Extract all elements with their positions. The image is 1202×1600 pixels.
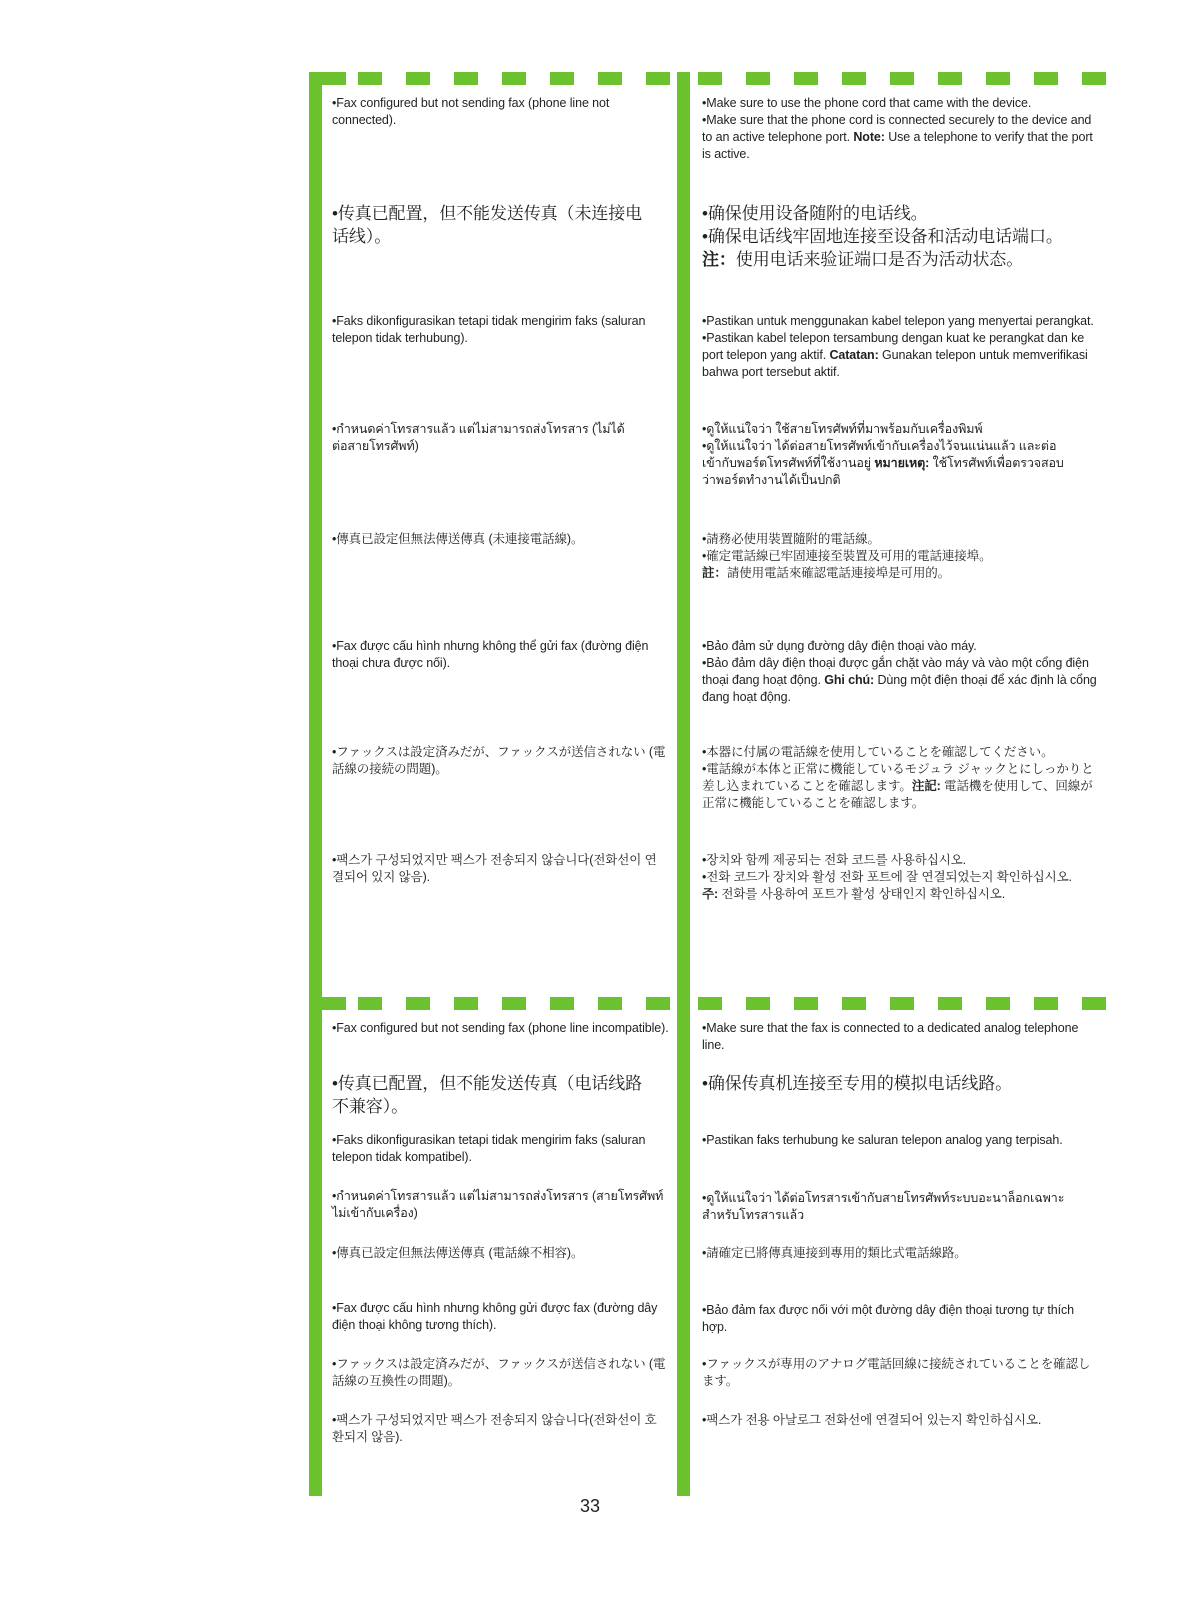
- note-label: 注：: [702, 250, 736, 269]
- section2-dashed-divider: [322, 997, 1108, 1010]
- problem-cell: [332, 1245, 662, 1262]
- problem-cell: [332, 313, 662, 347]
- solution-line: •Bảo đảm dây điện thoại được gắn chặt vào máy và vào một cổng điện thoại đang hoạt động. Ghi chú: Dùng một điện thoại để xác định là cổng đang hoạt động.: [702, 656, 1097, 704]
- solution-cell: [702, 1356, 1092, 1390]
- solution-line: •Pastikan kabel telepon tersambung dengan kuat ke perangkat dan ke port telepon yang aktif. Catatan: Gunakan telepon untuk memverifikasi bahwa port tersebut aktif.: [702, 331, 1088, 379]
- problem-cell: [332, 1412, 667, 1446]
- problem-cell: [332, 1356, 672, 1390]
- solution-line: •Pastikan faks terhubung ke saluran telepon analog yang terpisah.: [702, 1133, 1063, 1147]
- problem-cell: [332, 638, 662, 672]
- solution-line: •電話線が本体と正常に機能しているモジュラ ジャックとにしっかりと差し込まれていることを確認します。注記: 電話機を使用して、回線が正常に機能していることを確認します。: [702, 762, 1094, 810]
- solution-line: •팩스가 전용 아날로그 전화선에 연결되어 있는지 확인하십시오.: [702, 1413, 1042, 1427]
- problem-cell: [332, 1300, 672, 1334]
- problem-cell: [332, 1020, 677, 1037]
- solution-cell: [702, 1412, 1098, 1429]
- problem-cell: [332, 421, 632, 455]
- problem-text: •Fax configured but not sending fax (phone line not connected).: [332, 96, 610, 127]
- solution-line: •ดูให้แน่ใจว่า ใช้สายโทรศัพท์ที่มาพร้อมกับเครื่องพิมพ์: [702, 422, 983, 436]
- problem-cell: [332, 744, 672, 778]
- note-label: หมายเหตุ:: [874, 456, 930, 470]
- solution-cell: [702, 531, 1098, 582]
- problem-text: •Fax được cấu hình nhưng không thể gửi fax (đường điện thoại chưa được nối).: [332, 639, 649, 670]
- problem-text: •Faks dikonfigurasikan tetapi tidak mengirim faks (saluran telepon tidak terhubung).: [332, 314, 646, 345]
- problem-text: •传真已配置，但不能发送传真（未连接电话线）。: [332, 204, 643, 246]
- center-border-bar: [677, 72, 690, 1496]
- problem-text: •Fax configured but not sending fax (phone line incompatible).: [332, 1021, 669, 1035]
- solution-line: •전화 코드가 장치와 활성 전화 포트에 잘 연결되었는지 확인하십시오.: [702, 870, 1072, 884]
- left-border-bar: [309, 72, 322, 1496]
- solution-cell: [702, 1020, 1087, 1054]
- solution-line: •确保使用设备随附的电话线。: [702, 204, 928, 223]
- solution-cell: [702, 421, 1072, 489]
- problem-cell: [332, 202, 657, 248]
- solution-cell: [702, 1072, 1098, 1095]
- problem-text: •Faks dikonfigurasikan tetapi tidak mengirim faks (saluran telepon tidak kompatibel).: [332, 1133, 646, 1164]
- note-label: 주:: [702, 887, 719, 901]
- solution-line: 주: 전화를 사용하여 포트가 활성 상태인지 확인하십시오.: [702, 887, 1006, 901]
- solution-line: 註：請使用電話來確認電話連接埠是可用的。: [702, 566, 951, 580]
- problem-text: •ファックスは設定済みだが、ファックスが送信されない (電話線の接続の問題)。: [332, 745, 666, 776]
- solution-cell: [702, 744, 1098, 812]
- solution-line: •장치와 함께 제공되는 전화 코드를 사용하십시오.: [702, 853, 967, 867]
- solution-line: •Bảo đảm sử dụng đường dây điện thoại vào máy.: [702, 639, 977, 653]
- problem-text: •ファックスは設定済みだが、ファックスが送信されない (電話線の互換性の問題)。: [332, 1357, 666, 1388]
- solution-cell: [702, 1245, 1098, 1262]
- solution-line: •本器に付属の電話線を使用していることを確認してください。: [702, 745, 1054, 759]
- problem-cell: [332, 1132, 662, 1166]
- solution-line: •Pastikan untuk menggunakan kabel telepon yang menyertai perangkat.: [702, 314, 1094, 328]
- note-label: 注記:: [911, 779, 941, 793]
- solution-cell: [702, 1190, 1098, 1224]
- solution-cell: [702, 1302, 1092, 1336]
- problem-text: •傳真已設定但無法傳送傳真 (未連接電話線)。: [332, 532, 584, 546]
- problem-text: •กำหนดค่าโทรสารแล้ว แต่ไม่สามารถส่งโทรสาร (สายโทรศัพท์ไม่เข้ากับเครื่อง): [332, 1189, 664, 1220]
- solution-line: •請確定已將傳真連接到專用的類比式電話線路。: [702, 1246, 967, 1260]
- problem-text: •กำหนดค่าโทรสารแล้ว แต่ไม่สามารถส่งโทรสาร (ไม่ได้ต่อสายโทรศัพท์): [332, 422, 625, 453]
- solution-line: •Make sure that the fax is connected to a dedicated analog telephone line.: [702, 1021, 1079, 1052]
- problem-cell: [332, 1072, 657, 1118]
- problem-cell: [332, 95, 662, 129]
- problem-cell: [332, 1188, 677, 1222]
- solution-cell: [702, 95, 1098, 163]
- section1-dashed-divider: [322, 72, 1108, 85]
- solution-line: •Make sure that the phone cord is connected securely to the device and to an active telephone port. Note: Use a telephone to verify that the port is active.: [702, 113, 1093, 161]
- problem-text: •팩스가 구성되었지만 팩스가 전송되지 않습니다(전화선이 연결되어 있지 않음).: [332, 853, 657, 884]
- solution-line: •确保传真机连接至专用的模拟电话线路。: [702, 1074, 1013, 1093]
- problem-text: •Fax được cấu hình nhưng không gửi được fax (đường dây điện thoại không tương thích).: [332, 1301, 658, 1332]
- solution-line: •ดูให้แน่ใจว่า ได้ต่อสายโทรศัพท์เข้ากับเครื่องไว้จนแน่นแล้ว และต่อเข้ากับพอร์ตโทรศัพท์ที่ใช้งานอยู่ หมายเหตุ: ใช้โทรศัพท์เพื่อตรวจสอบว่าพอร์ตทำงานได้เป็นปกติ: [702, 439, 1064, 487]
- note-label: 註：: [702, 566, 727, 580]
- solution-line: •ดูให้แน่ใจว่า ได้ต่อโทรสารเข้ากับสายโทรศัพท์ระบบอะนาล็อกเฉพาะสำหรับโทรสารแล้ว: [702, 1191, 1065, 1222]
- solution-line: •确保电话线牢固地连接至设备和活动电话端口。: [702, 227, 1063, 246]
- problem-text: •팩스가 구성되었지만 팩스가 전송되지 않습니다(전화선이 호환되지 않음).: [332, 1413, 657, 1444]
- solution-line: •確定電話線已牢固連接至裝置及可用的電話連接埠。: [702, 549, 992, 563]
- problem-text: •傳真已設定但無法傳送傳真 (電話線不相容)。: [332, 1246, 584, 1260]
- solution-line: •請務必使用裝置隨附的電話線。: [702, 532, 880, 546]
- problem-cell: [332, 531, 662, 548]
- problem-text: •传真已配置，但不能发送传真（电话线路不兼容）。: [332, 1074, 643, 1116]
- solution-line: •Make sure to use the phone cord that came with the device.: [702, 96, 1032, 110]
- note-label: Note:: [853, 130, 885, 144]
- solution-line: •ファックスが専用のアナログ電話回線に接続されていることを確認します。: [702, 1357, 1091, 1388]
- solution-line: 注：使用电话来验证端口是否为活动状态。: [702, 250, 1024, 269]
- problem-cell: [332, 852, 667, 886]
- solution-cell: [702, 1132, 1098, 1149]
- solution-line: •Bảo đảm fax được nối với một đường dây điện thoại tương tự thích hợp.: [702, 1303, 1074, 1334]
- solution-cell: [702, 313, 1098, 381]
- solution-cell: [702, 852, 1102, 903]
- page-number: 33: [579, 1496, 601, 1516]
- solution-cell: [702, 638, 1098, 706]
- note-label: Ghi chú:: [824, 673, 875, 687]
- solution-cell: [702, 202, 1098, 271]
- note-label: Catatan:: [829, 348, 879, 362]
